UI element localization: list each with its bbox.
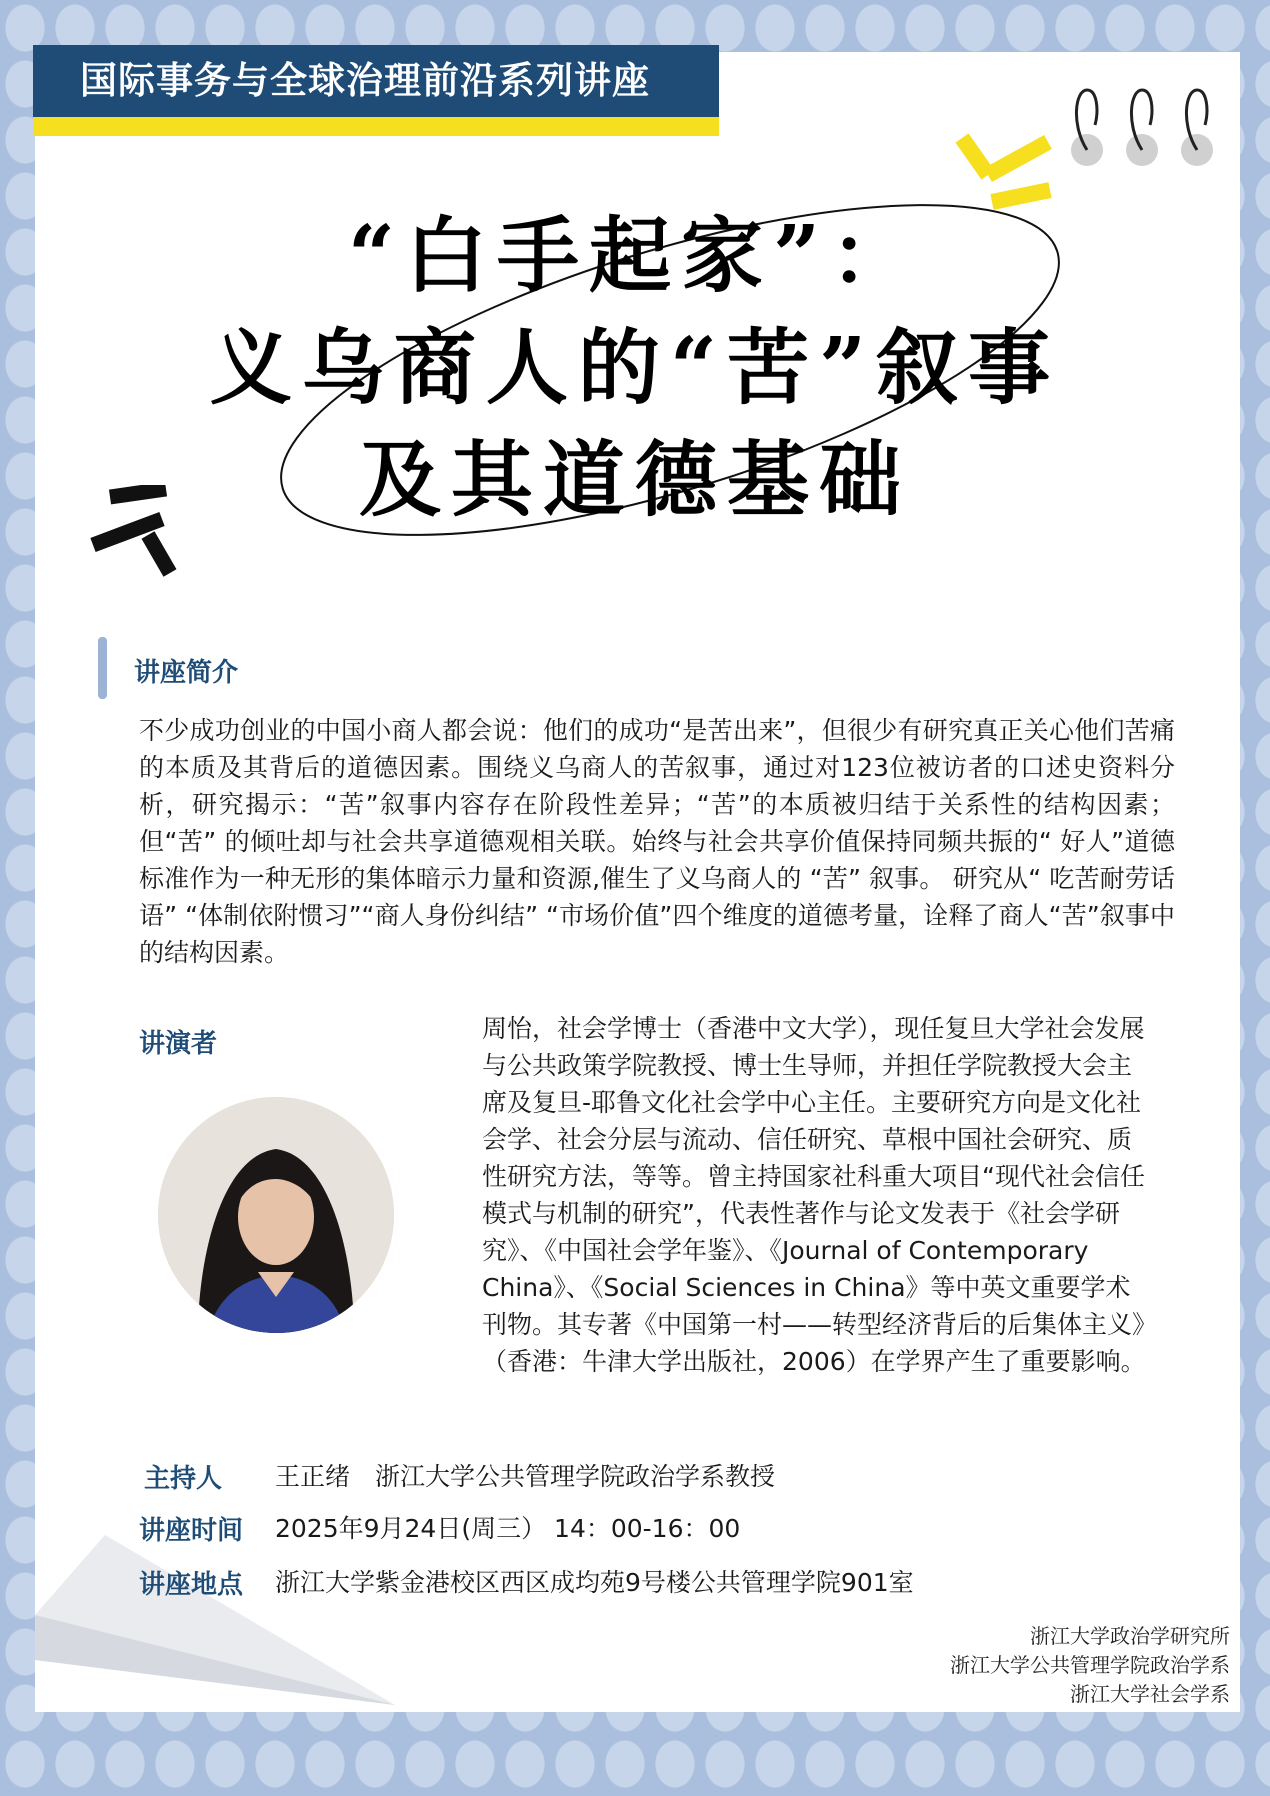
series-banner: 国际事务与全球治理前沿系列讲座 xyxy=(33,45,719,117)
venue-value: 浙江大学紫金港校区西区成均苑9号楼公共管理学院901室 xyxy=(275,1568,914,1597)
organizer-line: 浙江大学社会学系 xyxy=(1070,1682,1230,1706)
host-value: 王正绪 浙江大学公共管理学院政治学系教授 xyxy=(275,1462,776,1491)
banner-underline xyxy=(33,117,719,136)
venue-label: 讲座地点 xyxy=(139,1570,244,1600)
title-line: 义乌商人的“苦”叙事 xyxy=(209,320,1061,416)
speaker-label: 讲演者 xyxy=(139,1029,218,1059)
intro-text: 不少成功创业的中国小商人都会说：他们的成功“是苦出来”，但很少有研究真正关心他们苦痛的本质及其背后的道德因素。围绕义乌商人的苦叙事，通过对123位被访者的口述史资料分析，研究揭示：“苦”叙事内容存在阶段性差异；“苦”的本质被归结于关系性的结构因素；但“苦” 的倾吐却与社会共享道德观相关联。始终与社会共享价值保持同频共振的“ 好人”道德标准作为一种无形的集体暗示力量和资源,催生了义乌商人的 “苦” 叙事。 研究从“ 吃苦耐劳话语” “体制依附惯习”“商人身份纠结” “市场价值”四个维度的道德考量，诠释了商人“苦”叙事中的结构因素。 xyxy=(139,716,1175,967)
main-title xyxy=(60,200,1210,536)
time-label: 讲座时间 xyxy=(139,1516,244,1546)
host-label: 主持人 xyxy=(144,1464,223,1494)
intro-label: 讲座简介 xyxy=(134,658,239,688)
speaker-bio: 周怡，社会学博士（香港中文大学），现任复旦大学社会发展与公共政策学院教授、博士生导师，并担任学院教授大会主席及复旦-耶鲁文化社会学中心主任。主要研究方向是文化社会学、社会分层与流动、信任研究、草根中国社会研究、质性研究方法，等等。曾主持国家社科重大项目“现代社会信任模式与机制的研究”，代表性著作与论文发表于《社会学研究》、《中国社会学年鉴》、《Journal of Contemporary China》、《Social Sciences in China》等中英文重要学术刊物。其专著《中国第一村——转型经济背后的后集体主义》（香港：牛津大学出版社，2006）在学界产生了重要影响。 xyxy=(482,1014,1146,1376)
binder-rings-icon xyxy=(1065,85,1245,175)
organizer-line: 浙江大学公共管理学院政治学系 xyxy=(950,1653,1230,1677)
speaker-avatar xyxy=(158,1097,394,1333)
title-line: “白手起家”： xyxy=(347,208,923,304)
section-accent-bar xyxy=(98,637,107,699)
title-line: 及其道德基础 xyxy=(358,432,911,528)
time-value: 2025年9月24日(周三） 14：00-16：00 xyxy=(275,1514,741,1543)
organizer-line: 浙江大学政治学研究所 xyxy=(1030,1624,1230,1648)
organizers xyxy=(950,1622,1230,1709)
